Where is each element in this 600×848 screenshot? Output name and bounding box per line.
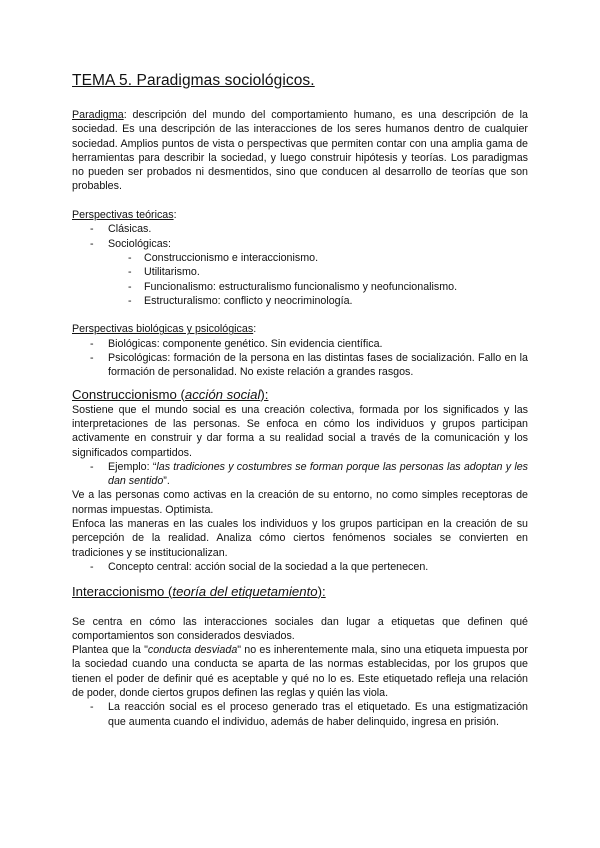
spacer (72, 600, 528, 614)
list-item: - Ejemplo: “las tradiciones y costumbres se forman porque las personas las adoptan y les dan sentido”. (72, 460, 528, 489)
list-item: - Sociológicas: (72, 237, 528, 251)
construccionismo-paragraph: Enfoca las maneras en las cuales los individuos y los grupos participan en la creación de su percepción de la realidad. Analiza cómo ciertos fenómenos sociales se convierten en tradiciones y se institucionalizan. (72, 518, 528, 559)
interaccionismo-paragraph: Se centra en cómo las interacciones sociales dan lugar a etiquetas que definen qué comportamientos son considerados desviados. (72, 615, 528, 642)
interaccionismo-paragraph: Plantea que la "conducta desviada" no es inherentemente mala, sino una etiqueta impuesta por la sociedad cuando una conducta se aparta de las normas establecidas, por los grupos que tienen el poder de definir qué es aceptable y qué no lo es. Este etiquetado refleja una relación de poder, donde ciertos grupos definen las reglas y quién las viola. (72, 644, 528, 699)
perspectivas-biologicas-heading: Perspectivas biológicas y psicológicas: (72, 323, 257, 336)
interaccionismo-heading: Interaccionismo (teoría del etiquetamiento): (72, 584, 326, 600)
construccionismo-paragraph: Ve a las personas como activas en la creación de su entorno, no como simples receptoras de normas impuestas. Optimista. (72, 489, 528, 516)
spacer (72, 308, 528, 322)
list-item: - Concepto central: acción social de la sociedad a la que pertenecen. (72, 560, 528, 574)
list-item: - Estructuralismo: conflicto y neocriminología. (72, 294, 528, 308)
document-body (72, 108, 528, 729)
paradigma-definition: : descripción del mundo del comportamiento humano, es una descripción de la sociedad. Es una descripción de las interacciones de los seres humanos dentro de cualquier sociedad. Amplios puntos de vista o perspectivas que permiten contar con una amplia gama de herramientas para describir la sociedad, y luego construir hipótesis y teorías. Los paradigmas no pueden ser probados ni desmentidos, sino que conducen al desarrollo de teorías que son probables. (72, 109, 528, 193)
list-item: - Funcionalismo: estructuralismo funcionalismo y neofuncionalismo. (72, 280, 528, 294)
construccionismo-concept-list (72, 560, 528, 574)
perspectivas-teoricas-heading: Perspectivas teóricas: (72, 209, 177, 222)
list-item: - Clásicas. (72, 222, 528, 236)
spacer (72, 194, 528, 208)
construccionismo-heading: Construccionismo (acción social): (72, 386, 269, 402)
paradigma-paragraph (72, 108, 528, 194)
interaccionismo-list (72, 700, 528, 729)
perspectivas-teoricas-list (72, 222, 528, 251)
list-item: - Psicológicas: formación de la persona en las distintas fases de socialización. Fallo en la formación de personalidad. No existe relación a grandes rasgos. (72, 351, 528, 380)
construccionismo-example-list (72, 460, 528, 489)
sociologicas-sublist (72, 251, 528, 308)
construccionismo-paragraph: Sostiene que el mundo social es una creación colectiva, formada por los significados y las interpretaciones de las personas. Se enfoca en cómo los individuos y grupos participan activamente en construir y dar forma a su realidad social a través de la comunicación y los significados compartidos. (72, 403, 528, 459)
list-item: - La reacción social es el proceso generado tras el etiquetado. Es una estigmatización que aumenta cuando el individuo, además de haber delinquido, ingresa en prisión. (72, 700, 528, 729)
paradigma-term: Paradigma (72, 109, 124, 121)
list-item: - Construccionismo e interaccionismo. (72, 251, 528, 265)
perspectivas-biologicas-list (72, 337, 528, 380)
page-title: TEMA 5. Paradigmas sociológicos. (72, 72, 315, 89)
list-item: - Utilitarismo. (72, 265, 528, 279)
list-item: - Biológicas: componente genético. Sin evidencia científica. (72, 337, 528, 351)
